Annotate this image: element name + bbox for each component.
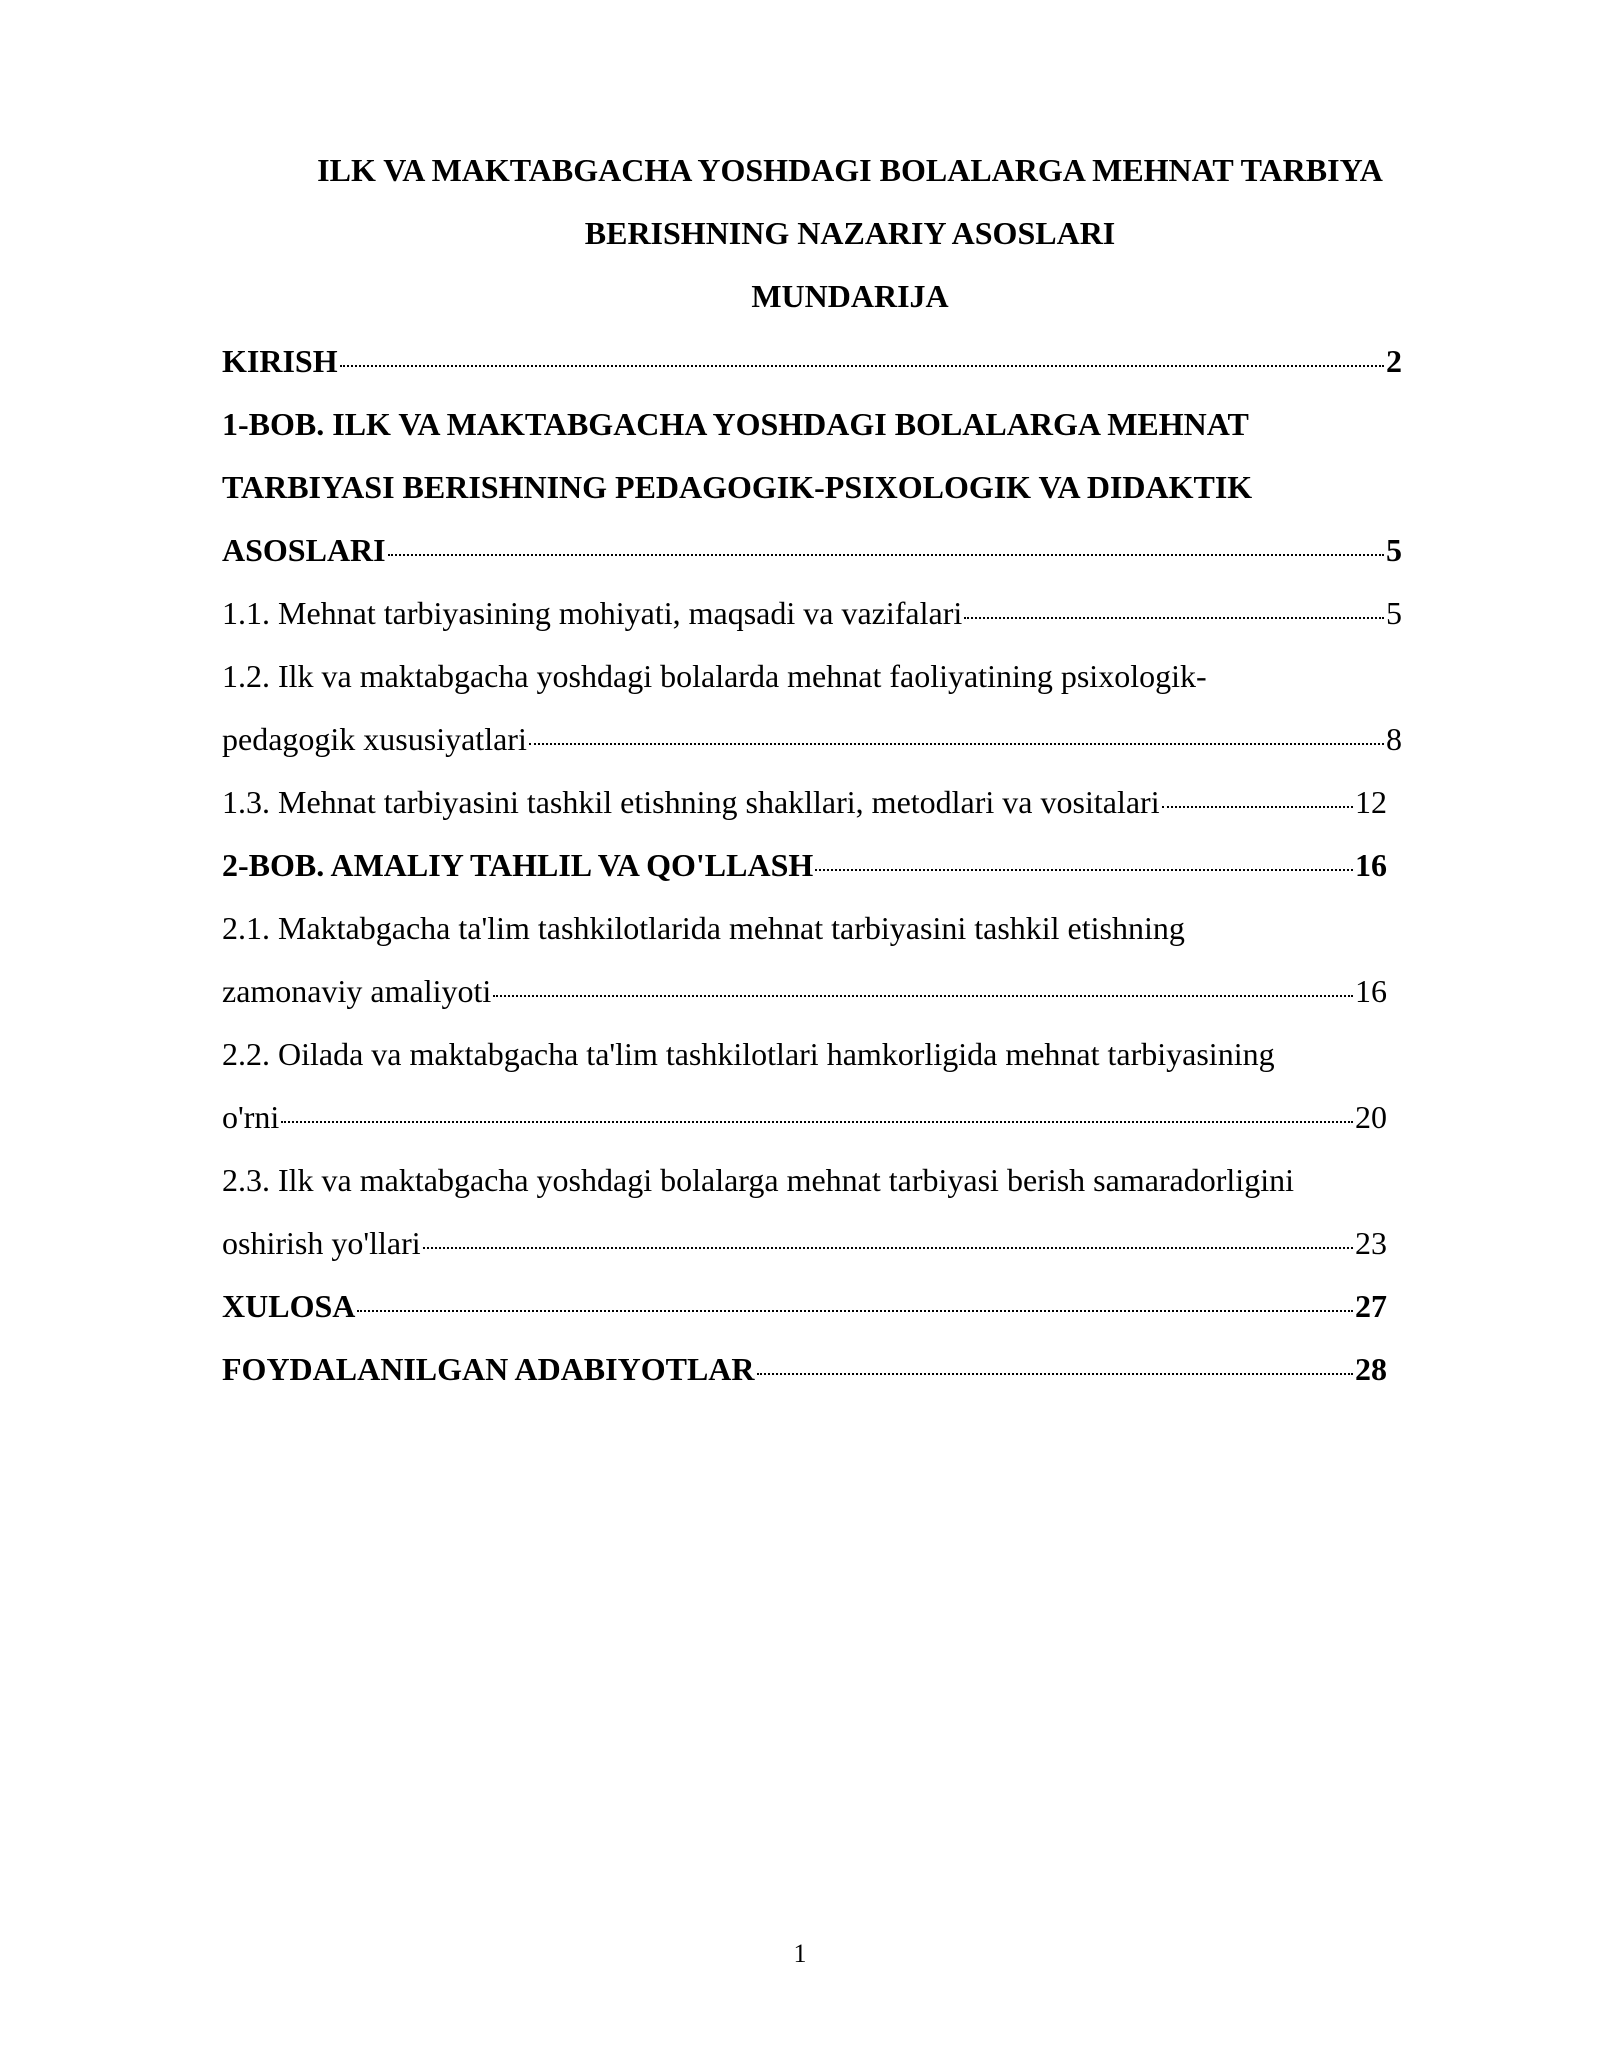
toc-page-number: 12 (1355, 784, 1387, 820)
toc-entry-text: 2-BOB. AMALIY TAHLIL VA QO'LLASH (222, 847, 814, 883)
toc-entry-text: FOYDALANILGAN ADABIYOTLAR (222, 1351, 755, 1387)
toc-page-number: 20 (1355, 1099, 1387, 1135)
toc-entry-text: oshirish yo'llari (222, 1225, 421, 1261)
toc-entry-last-line (222, 1212, 1387, 1275)
toc-entry[interactable] (222, 330, 1402, 393)
toc-entry-last-line (222, 519, 1402, 582)
toc-entry-last-line (222, 330, 1402, 393)
dot-leader (815, 869, 1353, 871)
document-title-line-1: ILK VA MAKTABGACHA YOSHDAGI BOLALARGA MEHNAT TARBIYA (317, 152, 1383, 188)
toc-entry-text: 1-BOB. ILK VA MAKTABGACHA YOSHDAGI BOLALARGA MEHNAT (222, 406, 1249, 442)
toc-entry-text: 2.1. Maktabgacha ta'lim tashkilotlarida mehnat tarbiyasini tashkil etishning (222, 910, 1185, 946)
dot-leader (529, 743, 1384, 745)
toc-page-number: 23 (1355, 1225, 1387, 1261)
page-number: 1 (793, 1939, 807, 1968)
toc-entry[interactable] (222, 771, 1387, 834)
toc-entry[interactable] (222, 834, 1387, 897)
toc-entry-text: o'rni (222, 1099, 280, 1135)
toc-entry-text: zamonaviy amaliyoti (222, 973, 492, 1009)
document-title-line-2: BERISHNING NAZARIY ASOSLARI (584, 215, 1116, 251)
dot-leader (1162, 806, 1353, 808)
toc-entry-text: ASOSLARI (222, 532, 386, 568)
dot-leader (493, 995, 1353, 997)
toc-entry-text: 1.1. Mehnat tarbiyasining mohiyati, maqsadi va vazifalari (222, 595, 963, 631)
dot-leader (423, 1247, 1353, 1249)
toc-entry-last-line (222, 771, 1387, 834)
toc-entry-last-line (222, 582, 1402, 645)
toc-entry-last-line (222, 834, 1387, 897)
toc-entry-last-line (222, 1086, 1387, 1149)
toc-entry-last-line (222, 708, 1402, 771)
toc-entry-text: 1.3. Mehnat tarbiyasini tashkil etishning shakllari, metodlari va vositalari (222, 784, 1160, 820)
toc-heading: MUNDARIJA (751, 278, 949, 314)
toc-page-number: 5 (1386, 532, 1402, 568)
toc-page-number: 27 (1355, 1288, 1387, 1324)
dot-leader (357, 1310, 1353, 1312)
toc-entry-last-line (222, 1338, 1387, 1401)
toc-entry-last-line (222, 1275, 1387, 1338)
dot-leader (757, 1373, 1354, 1375)
toc-entry[interactable] (222, 1023, 1387, 1149)
toc-entry-text: KIRISH (222, 343, 338, 379)
toc-entry[interactable] (222, 1149, 1387, 1275)
toc-page-number: 16 (1355, 973, 1387, 1009)
toc-entry-text: 1.2. Ilk va maktabgacha yoshdagi bolalarda mehnat faoliyatining psixologik- (222, 658, 1207, 694)
toc-entry[interactable] (222, 1338, 1387, 1401)
toc-entry[interactable] (222, 897, 1387, 1023)
toc-entry[interactable] (222, 1275, 1387, 1338)
toc-entry-text: pedagogik xususiyatlari (222, 721, 527, 757)
toc-entry-last-line (222, 960, 1387, 1023)
toc-page-number: 2 (1386, 343, 1402, 379)
toc-page-number: 28 (1355, 1351, 1387, 1387)
table-of-contents (222, 330, 1402, 1401)
toc-page-number: 8 (1386, 721, 1402, 757)
toc-entry-text: XULOSA (222, 1288, 356, 1324)
toc-entry-text: 2.2. Oilada va maktabgacha ta'lim tashkilotlari hamkorligida mehnat tarbiyasining (222, 1036, 1275, 1072)
toc-page-number: 5 (1386, 595, 1402, 631)
toc-page-number: 16 (1355, 847, 1387, 883)
toc-entry[interactable] (222, 393, 1402, 582)
dot-leader (964, 617, 1384, 619)
toc-entry-text: TARBIYASI BERISHNING PEDAGOGIK-PSIXOLOGIK VA DIDAKTIK (222, 469, 1253, 505)
toc-entry-text: 2.3. Ilk va maktabgacha yoshdagi bolalarga mehnat tarbiyasi berish samaradorligini (222, 1162, 1294, 1198)
toc-entry[interactable] (222, 582, 1402, 645)
dot-leader (281, 1121, 1353, 1123)
dot-leader (340, 365, 1384, 367)
dot-leader (388, 554, 1384, 556)
toc-entry[interactable] (222, 645, 1402, 771)
